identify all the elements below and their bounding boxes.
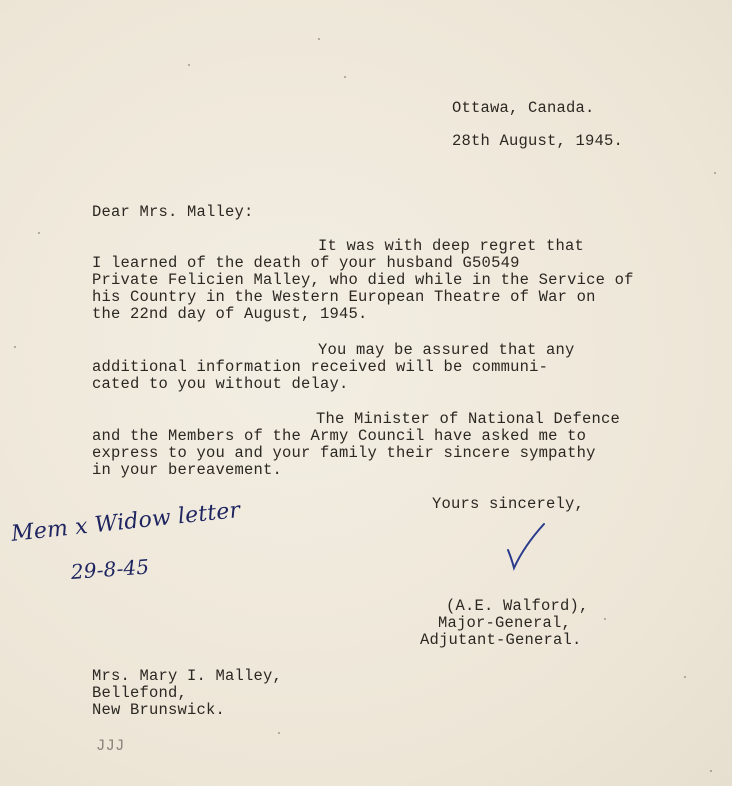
paper-speck (604, 618, 606, 620)
recipient-line: Bellefond, (92, 684, 188, 702)
signature-block-line: Adjutant-General. (420, 631, 582, 649)
paragraph2-line: You may be assured that any (318, 341, 575, 359)
signature-block-line: Major-General, (438, 614, 572, 632)
paper-speck (344, 76, 346, 78)
handwritten-note-date: 29-8-45 (70, 554, 151, 584)
paper-speck (14, 346, 16, 348)
paragraph1-line: his Country in the Western European Theatre of War on (92, 288, 596, 306)
paper-speck (38, 232, 40, 234)
salutation: Dear Mrs. Malley: (92, 203, 254, 221)
paragraph1-line: I learned of the death of your husband G50549 (92, 254, 520, 272)
paragraph2-line: cated to you without delay. (92, 375, 349, 393)
paper-speck (714, 172, 716, 174)
letter-date: 28th August, 1945. (452, 132, 624, 150)
recipient-line: Mrs. Mary I. Malley, (92, 667, 283, 685)
paragraph1-line: It was with deep regret that (318, 237, 585, 255)
paragraph3-line: express to you and your family their sincere sympathy (92, 444, 596, 462)
signature-block-line: (A.E. Walford), (446, 597, 589, 615)
paper-speck (188, 64, 190, 66)
handwritten-note-line1: Mem x Widow letter (10, 497, 242, 547)
check-mark-icon (502, 520, 552, 574)
paragraph2-line: additional information received will be communi- (92, 358, 549, 376)
paragraph3-line: and the Members of the Army Council have asked me to (92, 427, 587, 445)
paper-speck (710, 770, 712, 772)
closing: Yours sincerely, (432, 495, 585, 513)
paragraph3-line: in your bereavement. (92, 461, 283, 479)
paragraph1-line: the 22nd day of August, 1945. (92, 305, 368, 323)
paragraph3-line: The Minister of National Defence (316, 410, 621, 428)
paper-speck (318, 38, 320, 40)
paragraph1-line: Private Felicien Malley, who died while in the Service of (92, 271, 634, 289)
recipient-line: New Brunswick. (92, 701, 226, 719)
letter-place: Ottawa, Canada. (452, 99, 595, 117)
paper-speck (684, 676, 686, 678)
typist-initials: JJJ (96, 737, 125, 755)
paper-speck (278, 732, 280, 734)
